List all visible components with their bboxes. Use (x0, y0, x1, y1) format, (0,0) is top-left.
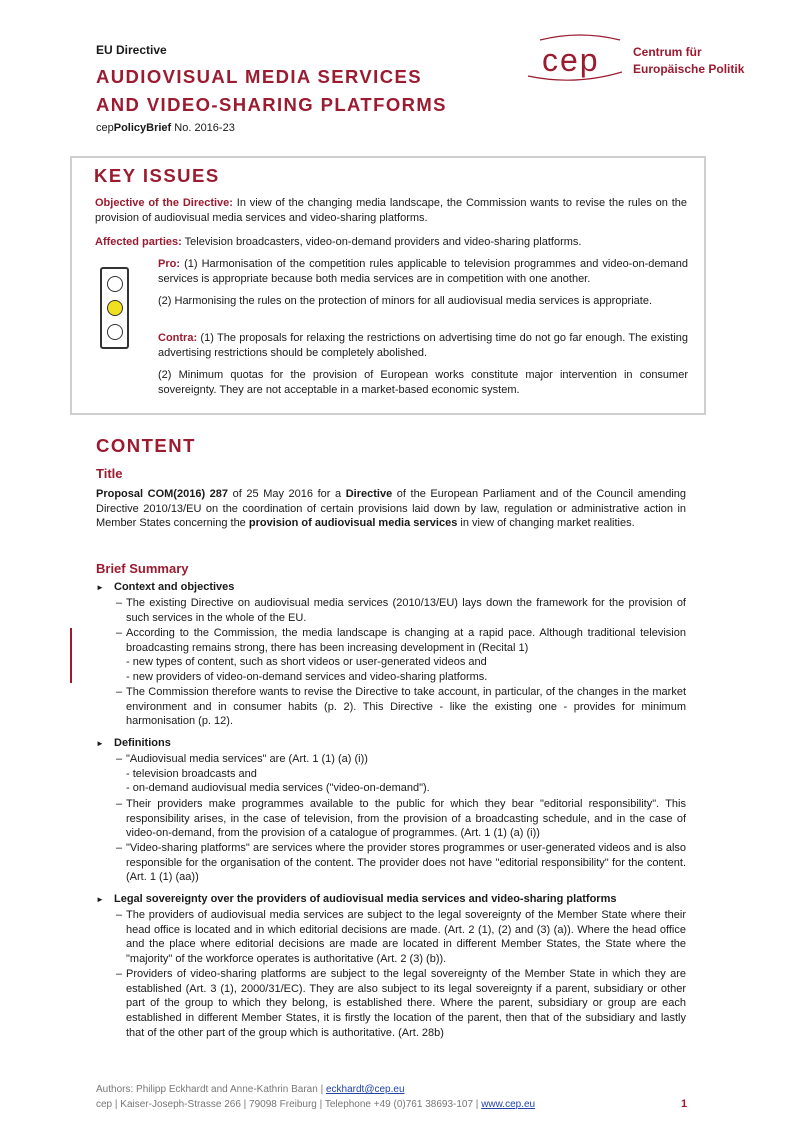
dash-marker: – (116, 686, 123, 698)
logo-line-1: Centrum für (633, 45, 702, 59)
dash-marker: – (116, 909, 123, 921)
document-title-line-2: AND VIDEO-SHARING PLATFORMS (96, 94, 447, 115)
dash-marker: – (116, 968, 123, 980)
contra-1-text: (1) The proposals for relaxing the restrictions on advertising time do not go far enough. The existing advertising restrictions should be completely abolished. (158, 332, 688, 359)
brief-summary-subheading: Brief Summary (96, 561, 189, 576)
traffic-light-top-lamp (107, 276, 123, 292)
list-item (116, 967, 686, 1041)
list-item (116, 908, 686, 967)
title-bold-run: Proposal COM(2016) 287 (96, 488, 229, 500)
traffic-light-middle-lamp-lit (107, 300, 123, 316)
page-footer (96, 1083, 535, 1112)
list-item (116, 841, 686, 885)
objective-text: In view of the changing media landscape, the Commission wants to revise the rules on the provision of audiovisual media services and video-sharing platforms. (95, 197, 687, 224)
sub-item: - on-demand audiovisual media services ("video-on-demand"). (126, 782, 430, 795)
list-item-text: Their providers make programmes available to the public for which they bear "editorial responsibility". This responsibility arises, in the case of television, from the provision of a broadcasting schedule, and in the case of video-on-demand, from the provision of a catalogue of programmes. (Art. 1 (1) (a) (i)) (126, 798, 686, 840)
author-email-link[interactable]: eckhardt@cep.eu (325, 1084, 405, 1095)
triangle-bullet-icon: ► (96, 895, 104, 904)
dash-marker: – (116, 798, 123, 810)
sub-item: - television broadcasts and (126, 767, 257, 780)
title-bold-run: provision of audiovisual media services (248, 517, 458, 530)
title-text-run: of 25 May 2016 for a (228, 488, 346, 500)
dash-marker: – (116, 627, 123, 639)
footer-authors: Authors: Philipp Eckhardt and Anne-Kathrin Baran | (96, 1084, 326, 1095)
pro-1-text: (1) Harmonisation of the competition rules applicable to television programmes and video-on-demand services is appropriate because both media services are in competition with one another. (158, 258, 688, 285)
contra-label: Contra: (158, 332, 198, 344)
brief-suffix: No. 2016-23 (171, 122, 235, 134)
page-number: 1 (681, 1098, 688, 1110)
brief-prefix: cep (96, 122, 114, 134)
policy-brief-number (96, 122, 235, 134)
footer-address: cep | Kaiser-Joseph-Strasse 266 | 79098 Freiburg | Telephone +49 (0)761 38693-107 | (96, 1098, 482, 1110)
affected-parties-paragraph (95, 235, 687, 250)
logo-organization-name (633, 44, 744, 78)
sub-item: - new providers of video-on-demand services and video-sharing platforms. (126, 671, 488, 684)
list-item-main-text: According to the Commission, the media landscape is changing at a rapid pace. Although traditional television broadcasting remains strong, there has been increasing development in (Recital 1) (126, 627, 686, 654)
dash-marker: – (116, 597, 123, 609)
list-item-text: "Video-sharing platforms" are services where the provider stores programmes or user-generated videos and is also responsible for the organisation of the content. The provider does not have "editorial responsibility" for the content. (Art. 1 (1) (aa)) (126, 842, 686, 884)
list-item-main-text: "Audiovisual media services" are (Art. 1 (1) (a) (i)) (126, 753, 368, 765)
traffic-light-icon (100, 267, 129, 349)
triangle-bullet-icon: ► (96, 583, 104, 592)
contra-1-paragraph (158, 331, 688, 360)
pro-1-paragraph (158, 257, 688, 286)
document-kicker: EU Directive (96, 43, 167, 57)
dash-marker: – (116, 842, 123, 854)
title-text-run: in view of changing market realities. (457, 517, 635, 530)
list-item (116, 752, 686, 796)
brief-bold: PolicyBrief (113, 122, 172, 134)
content-heading: CONTENT (96, 435, 196, 456)
objective-label: Objective of the Directive: (95, 197, 233, 209)
footer-authors-line (96, 1083, 535, 1098)
list-item (116, 596, 686, 625)
list-item-text (126, 752, 686, 796)
list-item (116, 797, 686, 841)
cep-logo (520, 28, 770, 88)
title-paragraph (96, 487, 686, 531)
logo-line-2: Europäische Politik (633, 62, 745, 76)
pro-2-paragraph: (2) Harmonising the rules on the protection of minors for all audiovisual media services is appropriate. (158, 295, 653, 307)
footer-address-line (96, 1098, 535, 1113)
title-text-run: of the European Parliament and of the Council amending Directive 2010/13/EU on the coordination of certain provisions laid down by law, regulation or administrative action in Member States concerning the (96, 488, 686, 530)
title-subheading: Title (96, 466, 123, 481)
sub-item: - new types of content, such as short videos or user-generated videos and (126, 656, 487, 669)
key-issues-heading: KEY ISSUES (94, 165, 220, 186)
section-bullet (96, 581, 234, 593)
document-title (96, 63, 447, 119)
margin-marker (70, 628, 72, 683)
title-bold-run: Directive (345, 488, 393, 500)
affected-label: Affected parties: (95, 236, 182, 248)
website-link[interactable]: www.cep.eu (481, 1098, 536, 1110)
list-item-text: The existing Directive on audiovisual media services (2010/13/EU) lays down the framework for the provision of such services in the whole of the EU. (126, 597, 686, 624)
list-item (116, 685, 686, 729)
section-title: Context and objectives (114, 581, 235, 593)
list-item-text (126, 626, 686, 685)
pro-label: Pro: (158, 258, 180, 270)
objective-paragraph (95, 196, 687, 225)
section-title: Definitions (114, 737, 171, 749)
list-item-text: Providers of video-sharing platforms are subject to the legal sovereignty of the Member State in which they are established (Art. 3 (1), 2000/31/EC). They are also subject to its legal sovereignty if a parent, subsidiary or other part of the group to which they belong, is established there. Where the parent, subsidiary or group are each established in different Member States, it is firstly the location of the parent, then that of the subsidiary and lastly that of the other part of the group which is authoritative. (Art. 28b) (126, 968, 686, 1039)
traffic-light-bottom-lamp (107, 324, 123, 340)
contra-2-paragraph: (2) Minimum quotas for the provision of European works constitute major intervention in consumer sovereignty. They are not acceptable in a market-based economic system. (158, 369, 688, 396)
list-item-text: The providers of audiovisual media services are subject to the legal sovereignty of the Member State where their head office is located and in which editorial decisions are made. (Art. 2 (1), (2) and (3) (a)). Where the head office and the place where editorial decisions are made are located in different Member States, the State where the "majority" of the workforce operates is authoritative (Art. 2 (3) (b)). (126, 909, 686, 966)
list-item (116, 626, 686, 685)
triangle-bullet-icon: ► (96, 739, 104, 748)
list-item-text: The Commission therefore wants to revise the Directive to take account, in particular, of the changes in the market environment and in consumer habits (p. 2). This Directive - like the existing one - provides for minimum harmonisation (p. 12). (126, 686, 686, 728)
section-bullet (96, 893, 617, 905)
affected-text: Television broadcasters, video-on-demand providers and video-sharing platforms. (181, 236, 582, 248)
logo-wordmark: cep (542, 42, 600, 78)
document-title-line-1: AUDIOVISUAL MEDIA SERVICES (96, 66, 422, 87)
key-issues-box (70, 156, 706, 415)
section-title: Legal sovereignty over the providers of audiovisual media services and video-sharing platforms (114, 893, 617, 905)
dash-marker: – (116, 753, 123, 765)
section-bullet (96, 737, 171, 749)
